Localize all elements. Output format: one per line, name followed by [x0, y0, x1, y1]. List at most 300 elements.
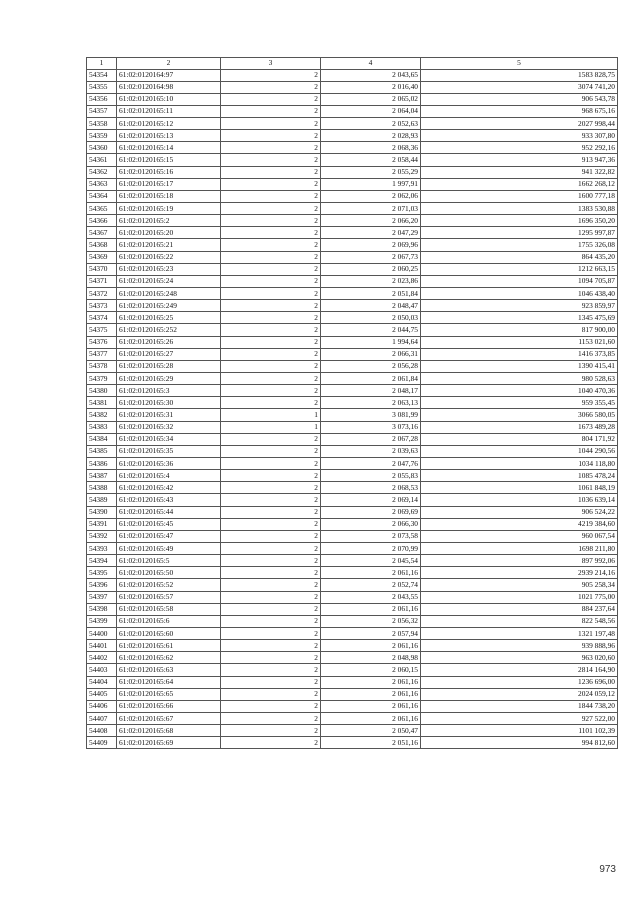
row-number-cell: 54391	[87, 518, 117, 530]
cadastral-number-cell: 61:02:0120165:252	[117, 324, 221, 336]
row-number-cell: 54380	[87, 385, 117, 397]
area-value-cell: 2 066,31	[321, 348, 421, 360]
cost-value-cell: 952 292,16	[421, 142, 618, 154]
cost-value-cell: 1034 118,80	[421, 458, 618, 470]
cost-value-cell: 1345 475,69	[421, 312, 618, 324]
cadastral-number-cell: 61:02:0120165:2	[117, 215, 221, 227]
table-row	[87, 118, 618, 130]
cost-value-cell: 1321 197,48	[421, 627, 618, 639]
area-value-cell: 2 039,63	[321, 445, 421, 457]
quantity-cell: 1	[221, 421, 321, 433]
table-row	[87, 275, 618, 287]
row-number-cell: 54401	[87, 640, 117, 652]
quantity-cell: 2	[221, 603, 321, 615]
area-value-cell: 2 061,16	[321, 567, 421, 579]
table-row	[87, 190, 618, 202]
quantity-cell: 2	[221, 263, 321, 275]
table-row	[87, 700, 618, 712]
cadastral-table	[86, 57, 618, 749]
row-number-cell: 54392	[87, 530, 117, 542]
cost-value-cell: 3066 580,05	[421, 409, 618, 421]
cadastral-number-cell: 61:02:0120165:30	[117, 397, 221, 409]
quantity-cell: 2	[221, 627, 321, 639]
cost-value-cell: 3074 741,20	[421, 81, 618, 93]
quantity-cell: 2	[221, 373, 321, 385]
area-value-cell: 2 055,29	[321, 166, 421, 178]
cadastral-number-cell: 61:02:0120165:32	[117, 421, 221, 433]
quantity-cell: 2	[221, 69, 321, 81]
cost-value-cell: 939 888,96	[421, 640, 618, 652]
area-value-cell: 2 067,73	[321, 251, 421, 263]
cadastral-number-cell: 61:02:0120165:58	[117, 603, 221, 615]
area-value-cell: 3 081,99	[321, 409, 421, 421]
row-number-cell: 54360	[87, 142, 117, 154]
cost-value-cell: 2024 059,12	[421, 688, 618, 700]
header-row	[87, 58, 618, 70]
area-value-cell: 2 051,16	[321, 737, 421, 749]
column-header-1: 1	[87, 58, 117, 70]
table-body	[87, 69, 618, 749]
cost-value-cell: 1094 705,87	[421, 275, 618, 287]
quantity-cell: 2	[221, 652, 321, 664]
table-row	[87, 105, 618, 117]
cost-value-cell: 1044 290,56	[421, 445, 618, 457]
cadastral-number-cell: 61:02:0120165:34	[117, 433, 221, 445]
row-number-cell: 54395	[87, 567, 117, 579]
area-value-cell: 2 060,25	[321, 263, 421, 275]
cadastral-number-cell: 61:02:0120165:4	[117, 470, 221, 482]
cadastral-number-cell: 61:02:0120165:44	[117, 506, 221, 518]
quantity-cell: 2	[221, 530, 321, 542]
cadastral-number-cell: 61:02:0120165:5	[117, 555, 221, 567]
row-number-cell: 54377	[87, 348, 117, 360]
column-header-3: 3	[221, 58, 321, 70]
table-row	[87, 579, 618, 591]
row-number-cell: 54366	[87, 215, 117, 227]
quantity-cell: 2	[221, 397, 321, 409]
quantity-cell: 1	[221, 409, 321, 421]
table-row	[87, 688, 618, 700]
cadastral-number-cell: 61:02:0120165:69	[117, 737, 221, 749]
area-value-cell: 2 061,16	[321, 640, 421, 652]
cost-value-cell: 1383 530,88	[421, 203, 618, 215]
cost-value-cell: 1036 639,14	[421, 494, 618, 506]
cost-value-cell: 1085 478,24	[421, 470, 618, 482]
cost-value-cell: 1662 268,12	[421, 178, 618, 190]
table-row	[87, 215, 618, 227]
row-number-cell: 54389	[87, 494, 117, 506]
row-number-cell: 54383	[87, 421, 117, 433]
cost-value-cell: 980 528,63	[421, 373, 618, 385]
table-row	[87, 494, 618, 506]
row-number-cell: 54406	[87, 700, 117, 712]
cadastral-number-cell: 61:02:0120165:66	[117, 700, 221, 712]
area-value-cell: 2 068,53	[321, 482, 421, 494]
cost-value-cell: 822 548,56	[421, 615, 618, 627]
row-number-cell: 54354	[87, 69, 117, 81]
quantity-cell: 2	[221, 640, 321, 652]
cadastral-number-cell: 61:02:0120165:27	[117, 348, 221, 360]
table-row	[87, 506, 618, 518]
area-value-cell: 2 045,54	[321, 555, 421, 567]
table-row	[87, 263, 618, 275]
cost-value-cell: 864 435,20	[421, 251, 618, 263]
cost-value-cell: 933 307,80	[421, 130, 618, 142]
cost-value-cell: 1021 775,00	[421, 591, 618, 603]
row-number-cell: 54371	[87, 275, 117, 287]
cadastral-number-cell: 61:02:0120165:6	[117, 615, 221, 627]
quantity-cell: 2	[221, 688, 321, 700]
quantity-cell: 2	[221, 275, 321, 287]
cadastral-number-cell: 61:02:0120165:60	[117, 627, 221, 639]
cadastral-number-cell: 61:02:0120165:16	[117, 166, 221, 178]
table-row	[87, 251, 618, 263]
quantity-cell: 2	[221, 190, 321, 202]
table-row	[87, 591, 618, 603]
table-row	[87, 664, 618, 676]
quantity-cell: 2	[221, 712, 321, 724]
cadastral-number-cell: 61:02:0120165:19	[117, 203, 221, 215]
row-number-cell: 54384	[87, 433, 117, 445]
cadastral-number-cell: 61:02:0120165:65	[117, 688, 221, 700]
quantity-cell: 2	[221, 518, 321, 530]
cadastral-number-cell: 61:02:0120165:63	[117, 664, 221, 676]
cost-value-cell: 941 322,82	[421, 166, 618, 178]
table-row	[87, 142, 618, 154]
cost-value-cell: 884 237,64	[421, 603, 618, 615]
table-row	[87, 640, 618, 652]
table-row	[87, 737, 618, 749]
table-row	[87, 69, 618, 81]
cadastral-number-cell: 61:02:0120165:42	[117, 482, 221, 494]
quantity-cell: 2	[221, 336, 321, 348]
area-value-cell: 2 064,04	[321, 105, 421, 117]
row-number-cell: 54379	[87, 373, 117, 385]
quantity-cell: 2	[221, 506, 321, 518]
table-row	[87, 373, 618, 385]
column-header-5: 5	[421, 58, 618, 70]
cost-value-cell: 1212 663,15	[421, 263, 618, 275]
cost-value-cell: 1046 438,40	[421, 288, 618, 300]
table-row	[87, 518, 618, 530]
table-row	[87, 154, 618, 166]
area-value-cell: 2 048,98	[321, 652, 421, 664]
cost-value-cell: 2027 998,44	[421, 118, 618, 130]
area-value-cell: 2 061,84	[321, 373, 421, 385]
cadastral-number-cell: 61:02:0120165:35	[117, 445, 221, 457]
cost-value-cell: 923 859,97	[421, 300, 618, 312]
area-value-cell: 2 047,76	[321, 458, 421, 470]
row-number-cell: 54382	[87, 409, 117, 421]
cost-value-cell: 1698 211,80	[421, 542, 618, 554]
area-value-cell: 2 069,96	[321, 239, 421, 251]
area-value-cell: 2 066,20	[321, 215, 421, 227]
quantity-cell: 2	[221, 458, 321, 470]
area-value-cell: 2 056,28	[321, 360, 421, 372]
area-value-cell: 2 061,16	[321, 712, 421, 724]
cadastral-number-cell: 61:02:0120165:43	[117, 494, 221, 506]
table-row	[87, 725, 618, 737]
quantity-cell: 2	[221, 676, 321, 688]
area-value-cell: 2 055,83	[321, 470, 421, 482]
cost-value-cell: 959 355,45	[421, 397, 618, 409]
cost-value-cell: 1416 373,85	[421, 348, 618, 360]
cost-value-cell: 960 067,54	[421, 530, 618, 542]
row-number-cell: 54386	[87, 458, 117, 470]
row-number-cell: 54361	[87, 154, 117, 166]
cost-value-cell: 1153 021,60	[421, 336, 618, 348]
quantity-cell: 2	[221, 324, 321, 336]
table-row	[87, 542, 618, 554]
table-row	[87, 652, 618, 664]
quantity-cell: 2	[221, 591, 321, 603]
table-row	[87, 324, 618, 336]
row-number-cell: 54388	[87, 482, 117, 494]
area-value-cell: 2 061,16	[321, 603, 421, 615]
cost-value-cell: 1583 828,75	[421, 69, 618, 81]
row-number-cell: 54404	[87, 676, 117, 688]
cadastral-number-cell: 61:02:0120165:18	[117, 190, 221, 202]
table-row	[87, 712, 618, 724]
row-number-cell: 54408	[87, 725, 117, 737]
area-value-cell: 2 050,03	[321, 312, 421, 324]
quantity-cell: 2	[221, 360, 321, 372]
cost-value-cell: 1600 777,18	[421, 190, 618, 202]
quantity-cell: 2	[221, 239, 321, 251]
quantity-cell: 2	[221, 300, 321, 312]
cost-value-cell: 1040 470,36	[421, 385, 618, 397]
area-value-cell: 2 043,55	[321, 591, 421, 603]
cost-value-cell: 4219 384,60	[421, 518, 618, 530]
table-row	[87, 530, 618, 542]
cost-value-cell: 1390 415,41	[421, 360, 618, 372]
cadastral-number-cell: 61:02:0120165:50	[117, 567, 221, 579]
row-number-cell: 54390	[87, 506, 117, 518]
table-row	[87, 555, 618, 567]
cadastral-number-cell: 61:02:0120165:15	[117, 154, 221, 166]
quantity-cell: 2	[221, 567, 321, 579]
cadastral-number-cell: 61:02:0120165:29	[117, 373, 221, 385]
quantity-cell: 2	[221, 385, 321, 397]
cost-value-cell: 963 020,60	[421, 652, 618, 664]
table-row	[87, 385, 618, 397]
cost-value-cell: 1061 848,19	[421, 482, 618, 494]
row-number-cell: 54400	[87, 627, 117, 639]
cost-value-cell: 994 812,60	[421, 737, 618, 749]
row-number-cell: 54407	[87, 712, 117, 724]
cadastral-number-cell: 61:02:0120165:62	[117, 652, 221, 664]
area-value-cell: 2 047,29	[321, 227, 421, 239]
quantity-cell: 2	[221, 81, 321, 93]
row-number-cell: 54402	[87, 652, 117, 664]
table-header	[87, 58, 618, 70]
table-row	[87, 627, 618, 639]
table-row	[87, 482, 618, 494]
cost-value-cell: 897 992,06	[421, 555, 618, 567]
quantity-cell: 2	[221, 348, 321, 360]
quantity-cell: 2	[221, 737, 321, 749]
row-number-cell: 54367	[87, 227, 117, 239]
cadastral-number-cell: 61:02:0120165:28	[117, 360, 221, 372]
quantity-cell: 2	[221, 154, 321, 166]
quantity-cell: 2	[221, 178, 321, 190]
cadastral-number-cell: 61:02:0120165:61	[117, 640, 221, 652]
table-row	[87, 676, 618, 688]
quantity-cell: 2	[221, 615, 321, 627]
quantity-cell: 2	[221, 288, 321, 300]
area-value-cell: 2 071,03	[321, 203, 421, 215]
cost-value-cell: 2939 214,16	[421, 567, 618, 579]
cost-value-cell: 804 171,92	[421, 433, 618, 445]
cadastral-number-cell: 61:02:0120165:14	[117, 142, 221, 154]
cadastral-number-cell: 61:02:0120165:52	[117, 579, 221, 591]
area-value-cell: 2 067,28	[321, 433, 421, 445]
area-value-cell: 2 048,47	[321, 300, 421, 312]
area-value-cell: 2 063,13	[321, 397, 421, 409]
row-number-cell: 54403	[87, 664, 117, 676]
cost-value-cell: 1696 350,20	[421, 215, 618, 227]
area-value-cell: 2 028,93	[321, 130, 421, 142]
row-number-cell: 54355	[87, 81, 117, 93]
area-value-cell: 2 023,86	[321, 275, 421, 287]
area-value-cell: 2 058,44	[321, 154, 421, 166]
area-value-cell: 1 994,64	[321, 336, 421, 348]
cadastral-number-cell: 61:02:0120165:64	[117, 676, 221, 688]
table-row	[87, 397, 618, 409]
area-value-cell: 2 016,40	[321, 81, 421, 93]
table-row	[87, 312, 618, 324]
area-value-cell: 2 050,47	[321, 725, 421, 737]
cadastral-number-cell: 61:02:0120165:23	[117, 263, 221, 275]
table-row	[87, 227, 618, 239]
table-row	[87, 603, 618, 615]
cost-value-cell: 1236 696,00	[421, 676, 618, 688]
table-row	[87, 336, 618, 348]
area-value-cell: 2 048,17	[321, 385, 421, 397]
area-value-cell: 2 073,58	[321, 530, 421, 542]
cadastral-number-cell: 61:02:0120165:36	[117, 458, 221, 470]
area-value-cell: 2 052,63	[321, 118, 421, 130]
cadastral-number-cell: 61:02:0120165:57	[117, 591, 221, 603]
cadastral-number-cell: 61:02:0120165:49	[117, 542, 221, 554]
cost-value-cell: 817 900,00	[421, 324, 618, 336]
cost-value-cell: 1755 326,08	[421, 239, 618, 251]
row-number-cell: 54369	[87, 251, 117, 263]
area-value-cell: 2 052,74	[321, 579, 421, 591]
table-row	[87, 360, 618, 372]
cost-value-cell: 1844 738,20	[421, 700, 618, 712]
table-row	[87, 458, 618, 470]
quantity-cell: 2	[221, 215, 321, 227]
quantity-cell: 2	[221, 494, 321, 506]
row-number-cell: 54370	[87, 263, 117, 275]
row-number-cell: 54364	[87, 190, 117, 202]
quantity-cell: 2	[221, 227, 321, 239]
table-row	[87, 348, 618, 360]
cadastral-number-cell: 61:02:0120164:97	[117, 69, 221, 81]
quantity-cell: 2	[221, 203, 321, 215]
table-row	[87, 166, 618, 178]
cadastral-number-cell: 61:02:0120165:10	[117, 93, 221, 105]
table-row	[87, 445, 618, 457]
table-row	[87, 81, 618, 93]
area-value-cell: 2 061,16	[321, 688, 421, 700]
row-number-cell: 54375	[87, 324, 117, 336]
row-number-cell: 54387	[87, 470, 117, 482]
cost-value-cell: 906 543,78	[421, 93, 618, 105]
table-row	[87, 300, 618, 312]
quantity-cell: 2	[221, 725, 321, 737]
cadastral-number-cell: 61:02:0120165:3	[117, 385, 221, 397]
area-value-cell: 2 043,65	[321, 69, 421, 81]
quantity-cell: 2	[221, 445, 321, 457]
table-row	[87, 93, 618, 105]
table-row	[87, 421, 618, 433]
row-number-cell: 54397	[87, 591, 117, 603]
row-number-cell: 54385	[87, 445, 117, 457]
table-row	[87, 567, 618, 579]
column-header-4: 4	[321, 58, 421, 70]
table-row	[87, 433, 618, 445]
quantity-cell: 2	[221, 166, 321, 178]
table-row	[87, 409, 618, 421]
quantity-cell: 2	[221, 130, 321, 142]
area-value-cell: 2 061,16	[321, 676, 421, 688]
table-row	[87, 203, 618, 215]
cost-value-cell: 2814 164,90	[421, 664, 618, 676]
row-number-cell: 54363	[87, 178, 117, 190]
cadastral-number-cell: 61:02:0120165:31	[117, 409, 221, 421]
area-value-cell: 2 070,99	[321, 542, 421, 554]
table-row	[87, 239, 618, 251]
quantity-cell: 2	[221, 542, 321, 554]
cadastral-number-cell: 61:02:0120165:12	[117, 118, 221, 130]
cadastral-number-cell: 61:02:0120165:45	[117, 518, 221, 530]
area-value-cell: 2 068,36	[321, 142, 421, 154]
area-value-cell: 2 066,30	[321, 518, 421, 530]
quantity-cell: 2	[221, 664, 321, 676]
row-number-cell: 54405	[87, 688, 117, 700]
cadastral-number-cell: 61:02:0120165:17	[117, 178, 221, 190]
quantity-cell: 2	[221, 470, 321, 482]
row-number-cell: 54357	[87, 105, 117, 117]
row-number-cell: 54362	[87, 166, 117, 178]
cadastral-number-cell: 61:02:0120165:47	[117, 530, 221, 542]
area-value-cell: 1 997,91	[321, 178, 421, 190]
area-value-cell: 3 073,16	[321, 421, 421, 433]
quantity-cell: 2	[221, 93, 321, 105]
row-number-cell: 54368	[87, 239, 117, 251]
row-number-cell: 54394	[87, 555, 117, 567]
quantity-cell: 2	[221, 433, 321, 445]
row-number-cell: 54373	[87, 300, 117, 312]
row-number-cell: 54381	[87, 397, 117, 409]
area-value-cell: 2 057,94	[321, 627, 421, 639]
cost-value-cell: 1295 997,87	[421, 227, 618, 239]
area-value-cell: 2 065,02	[321, 93, 421, 105]
quantity-cell: 2	[221, 105, 321, 117]
cadastral-number-cell: 61:02:0120165:21	[117, 239, 221, 251]
row-number-cell: 54365	[87, 203, 117, 215]
cadastral-number-cell: 61:02:0120165:68	[117, 725, 221, 737]
row-number-cell: 54374	[87, 312, 117, 324]
quantity-cell: 2	[221, 251, 321, 263]
cadastral-number-cell: 61:02:0120165:67	[117, 712, 221, 724]
area-value-cell: 2 061,16	[321, 700, 421, 712]
row-number-cell: 54396	[87, 579, 117, 591]
area-value-cell: 2 069,69	[321, 506, 421, 518]
row-number-cell: 54359	[87, 130, 117, 142]
